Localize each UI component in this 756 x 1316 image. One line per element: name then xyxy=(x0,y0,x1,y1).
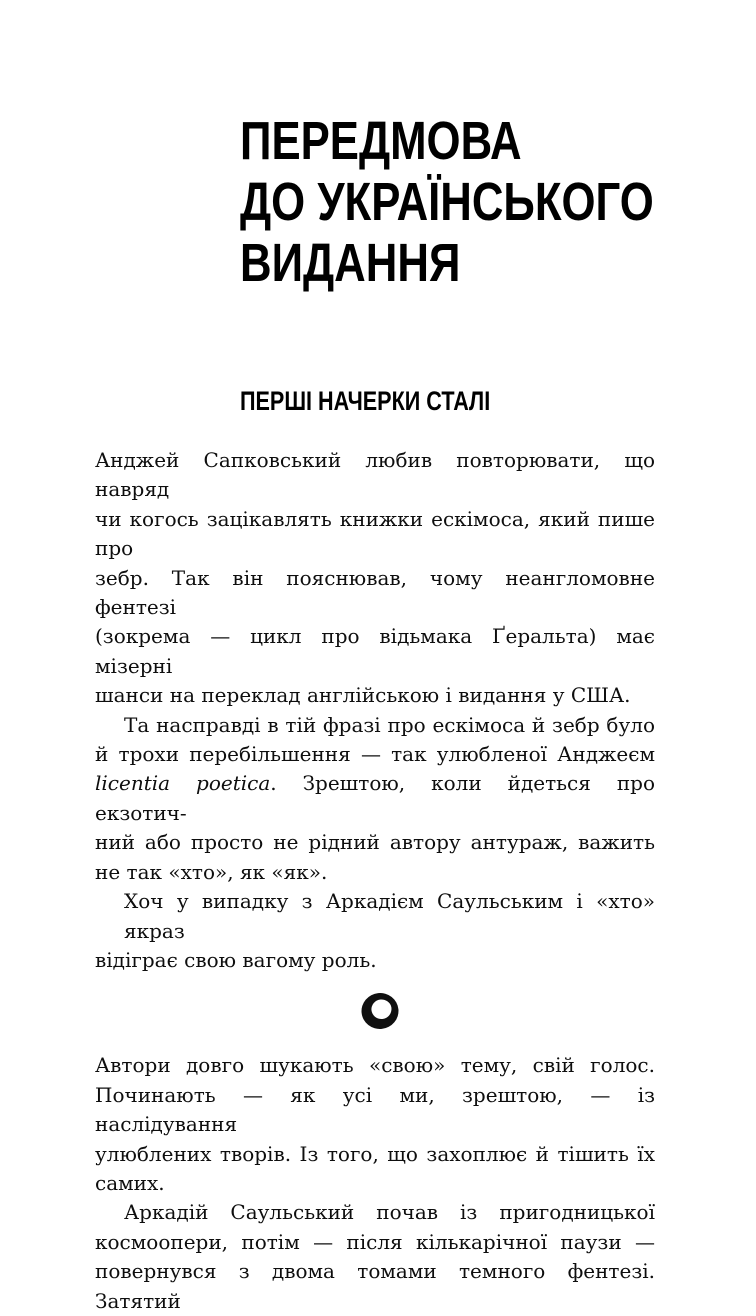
chapter-title xyxy=(240,111,654,294)
paragraph xyxy=(95,1051,655,1198)
text-line: Анджей Сапковський любив повторювати, що навряд xyxy=(95,448,655,502)
paragraph xyxy=(95,711,655,887)
text-line: ний або просто не рідний автору антураж, важить xyxy=(95,830,655,855)
text-line: повернувся з двома томами темного фентезі. Затятий xyxy=(95,1259,655,1313)
italic-phrase: licentia poetica xyxy=(95,771,271,796)
section-divider xyxy=(95,993,655,1029)
section-heading: ПЕРШІ НАЧЕРКИ СТАЛІ xyxy=(240,386,491,416)
text-line: не так «хто», як «як». xyxy=(95,859,328,884)
text-line: чи когось зацікавлять книжки ескімоса, який пише про xyxy=(95,506,655,561)
text-line: шанси на переклад англійською і видання у США. xyxy=(95,683,631,708)
paragraph xyxy=(95,887,655,975)
chapter-title-line: ПЕРЕДМОВА xyxy=(240,111,522,171)
chapter-title-line: ДО УКРАЇНСЬКОГО xyxy=(240,172,654,232)
text-line: зебр. Так він пояснював, чому неангломовне фентезі xyxy=(95,565,655,620)
text-line: Починають — як усі ми, зрештою, — із наслідування xyxy=(95,1082,655,1137)
paragraph xyxy=(95,1198,655,1316)
text-line: Та насправді в тій фразі про ескімоса й зебр було xyxy=(124,712,655,737)
chapter-title-line: ВИДАННЯ xyxy=(240,233,461,293)
text-line: самих. xyxy=(95,1170,165,1195)
text-line: Автори довго шукають «свою» тему, свій голос. xyxy=(95,1053,655,1078)
text-line: й трохи перебільшення — так улюбленої Анджеєм xyxy=(95,742,655,767)
text-line: космоопери, потім — після кількарічної паузи — xyxy=(95,1229,655,1254)
body-text xyxy=(95,446,655,1316)
text-line-rest: . Зрештою, коли йдеться про екзотич- xyxy=(95,771,655,825)
text-line xyxy=(95,769,655,828)
text-line: Хоч у випадку з Аркадієм Саульським і «хто» якраз xyxy=(124,889,655,943)
text-line: улюблених творів. Із того, що захоплює й тішить їх xyxy=(95,1141,655,1166)
text-line: (зокрема — цикл про відьмака Ґеральта) має мізерні xyxy=(95,624,655,678)
text-line: відіграє свою вагому роль. xyxy=(95,947,377,972)
paragraph xyxy=(95,446,655,711)
text-line: Аркадій Саульський почав із пригодницької xyxy=(124,1200,655,1225)
brush-circle-ornament-icon xyxy=(359,991,401,1031)
